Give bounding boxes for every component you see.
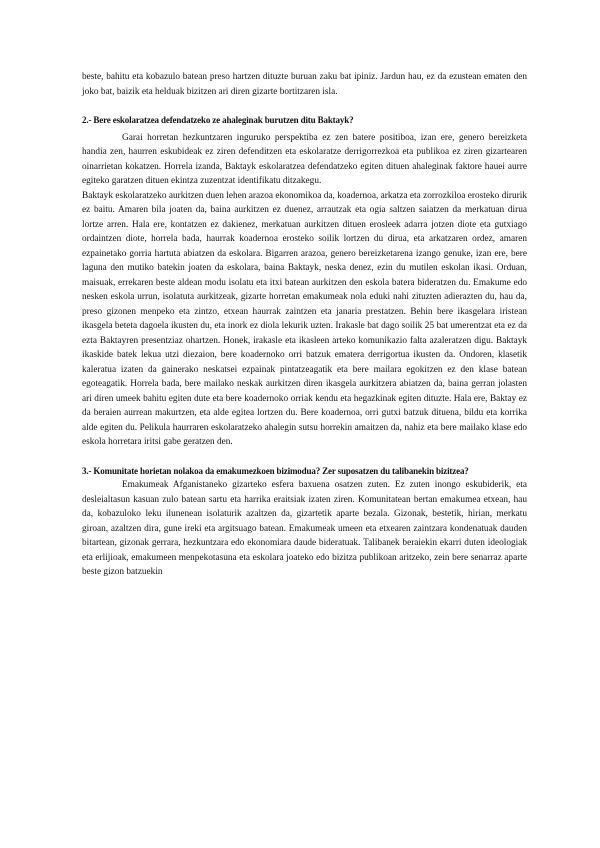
section-2-paragraph-2: Baktayk eskolaratzeko aurkitzen duen lehen arazoa ekonomikoa da, koadernoa, arkatza eta zorrozkiloa erosteko dirurik ez baitu. Amaren bila joaten da, baina aurkitzen ez duenez, arrautzak eta ogia saltzen saiatzen da merkatuan dirua lortze arren. Hala ere, kontatzen ez dakienez, merkatuan aurkitzen dituen erosleek adarra jotzen diote eta gutxiago ordaintzen diote, horrela bada, haurrak koadernoa erosteko soilik lortzen du dirua, eta arkatzaren ordez, amaren ezpainetako gorria hartuta abiatzen da eskolara. Bigarren arazoa, genero bereizketarena izango genuke, izan ere, bere laguna den mutiko batekin joaten da eskolara, baina Baktayk, neska denez, ezin du mutilen eskolan ikasi. Orduan, maisuak, errekaren beste aldean modu isolatu eta itxi batean aurkitzen den eskola batera bideratzen du. Emakume edo nesken eskola urrun, isolatuta aurkitzeak, gizarte horretan emakumeak nola eduki nahi zituzten adierazten du, hau da, preso gizonen menpeko eta zintzo, etxean haurrak zaintzen eta janaria prestatzen. Behin bere ikasgelara iristean ikasgela beteta dagoela ikusten du, eta inork ez diola lekurik uzten. Irakasle bat dago soilik 25 bat umerentzat eta ez da ezta Baktayren presentziaz ohartzen. Honek, irakasle eta ikasleen arteko komunikazio falta azaleratzen digu. Baktayk ikaskide batek lekua utzi diezaion, bere koadernoko orri batzuk ematera derrigortua ikusten da. Ondoren, klasetik kaleratua izaten da gainerako neskatsei ezpainak pintatzeagatik eta bere mailara egokitzen ez den klase batean egoteagatik. Horrela bada, bere mailako neskak aurkitzen diren ikasgela aurkitzera abiatzen da, baina gerran jolasten ari diren umeek bahitu egiten dute eta bere koadernoko orriak kendu eta hegazkinak egiten dituzte. Hala ere, Baktay ez da beraien aurrean makurtzen, eta alde egitea lortzen du. Bere koadernoa, orri gutxi batzuk dituena, bildu eta korrika alde egiten du. Pelikula haurraren eskolaratzeko ahalegin sutsu horrekin amaitzen da, nahiz eta bere mailako klase edo eskola horretara iritsi gabe geratzen den. (82, 190, 527, 447)
section-3-paragraph-1: Emakumeak Afganistaneko gizarteko esfera baxuena osatzen zuten. Ez zuten inongo eskubiderik, eta desleialtasun kasuan zulo batean sartu eta harrika eraitsiak izaten ziren. Komunitatean bertan emakumea etxean, hau da, kobazuloko leku ilunenean isolaturik azaltzen da, gizartetik aparte bezala. Gizonak, bestetik, hirian, merkatu giroan, azaltzen dira, gune ireki eta argitsuago batean. Emakumeak umeen eta etxearen zaintzara kondenatuak dauden bitartean, gizonak gerrara, hezkuntzara edo ekonomiara daude bideratuak. Talibanek beraiekin ekarri duten ideologiak eta erlijioak, emakumeen menpekotasuna eta eskolara joateko edo bizitza publikoan aritzeko, zein bere senarraz aparte beste gizon batzuekin (82, 480, 527, 577)
intro-paragraph: beste, bahitu eta kobazulo batean preso hartzen dituzte buruan zaku bat ipiniz. Jardun hau, ez da ezustean ematen den joko bat, baizik eta helduak bizitzen ari diren gizarte bortitzaren isla. (82, 72, 527, 97)
section-2-paragraph-1: Garai horretan hezkuntzaren inguruko perspektiba ez zen batere positiboa, izan ere, genero bereizketa handia zen, haurren eskubideak ez ziren defenditzen eta eskolaratze derrigorrezkoa eta publikoa ez ziren gizartearen oinarrietan kokatzen. Horrela izanda, Baktayk eskolaratzea defendatzeko egiten dituen ahaleginak faktore hauei aurre egiteko garatzen dituen ekintza zuzentzat identifikatu ditzakegu. (82, 132, 527, 186)
section-2-heading: 2.- Bere eskolaratzea defendatzeko ze ahaleginak burutzen ditu Baktayk? (82, 115, 354, 125)
section-3-heading: 3.- Komunitate horietan nolakoa da emakumezkoen bizimodua? Zer suposatzen du talibanekin bizitzea? (82, 465, 469, 476)
